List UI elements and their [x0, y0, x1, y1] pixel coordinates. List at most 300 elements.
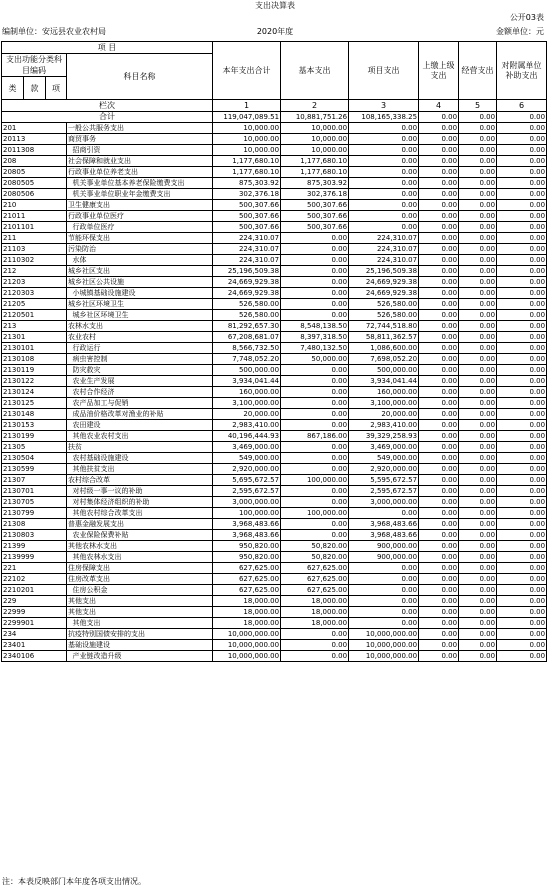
row-subject-name: 农田建设 — [67, 420, 213, 431]
row-value: 0.00 — [459, 541, 497, 552]
row-value: 0.00 — [419, 475, 459, 486]
row-code: 2110302 — [2, 255, 67, 266]
table-row — [2, 618, 547, 629]
row-value: 7,480,132.50 — [281, 343, 349, 354]
header-kuan: 款 — [24, 77, 46, 100]
row-value: 1,177,680.10 — [281, 167, 349, 178]
row-value: 900,000.00 — [349, 541, 419, 552]
row-value: 0.00 — [459, 640, 497, 651]
row-code: 2299901 — [2, 618, 67, 629]
row-value: 1,086,600.00 — [349, 343, 419, 354]
row-value: 526,580.00 — [349, 299, 419, 310]
row-code: 2130803 — [2, 530, 67, 541]
row-value: 0.00 — [497, 200, 547, 211]
row-value: 0.00 — [419, 453, 459, 464]
row-value: 0.00 — [497, 288, 547, 299]
row-code: 2130153 — [2, 420, 67, 431]
row-value: 0.00 — [349, 574, 419, 585]
row-value: 0.00 — [419, 244, 459, 255]
row-value: 0.00 — [459, 431, 497, 442]
row-value: 0.00 — [459, 585, 497, 596]
row-value: 0.00 — [281, 442, 349, 453]
row-code: 2130701 — [2, 486, 67, 497]
row-code: 2130125 — [2, 398, 67, 409]
row-value: 0.00 — [349, 222, 419, 233]
row-code: 2080505 — [2, 178, 67, 189]
row-value: 0.00 — [281, 453, 349, 464]
row-value: 5,695,672.57 — [213, 475, 281, 486]
row-value: 0.00 — [459, 277, 497, 288]
row-value: 5,595,672.57 — [349, 475, 419, 486]
row-value: 0.00 — [419, 134, 459, 145]
row-code: 2130122 — [2, 376, 67, 387]
table-row — [2, 277, 547, 288]
row-value: 10,000.00 — [213, 123, 281, 134]
table-row — [2, 178, 547, 189]
row-value: 7,748,052.20 — [213, 354, 281, 365]
row-value: 0.00 — [419, 431, 459, 442]
table-row — [2, 167, 547, 178]
table-row — [2, 233, 547, 244]
header-row-lanci — [2, 100, 547, 112]
row-subject-name: 农村合作经济 — [67, 387, 213, 398]
row-subject-name: 水体 — [67, 255, 213, 266]
row-value: 10,000.00 — [281, 123, 349, 134]
row-value: 627,625.00 — [281, 563, 349, 574]
row-value: 0.00 — [349, 134, 419, 145]
row-code: 2011308 — [2, 145, 67, 156]
row-value: 0.00 — [349, 508, 419, 519]
row-subject-name: 病虫害控制 — [67, 354, 213, 365]
row-value: 500,000.00 — [213, 365, 281, 376]
row-value: 0.00 — [497, 541, 547, 552]
row-value: 100,000.00 — [213, 508, 281, 519]
row-value: 0.00 — [497, 607, 547, 618]
row-code: 2130119 — [2, 365, 67, 376]
row-value: 0.00 — [497, 497, 547, 508]
row-value: 549,000.00 — [213, 453, 281, 464]
row-value: 0.00 — [459, 420, 497, 431]
table-row — [2, 266, 547, 277]
table-row — [2, 288, 547, 299]
row-value: 58,811,362.57 — [349, 332, 419, 343]
row-value: 0.00 — [349, 189, 419, 200]
table-row — [2, 497, 547, 508]
row-value: 0.00 — [497, 354, 547, 365]
row-value: 0.00 — [419, 354, 459, 365]
row-value: 0.00 — [497, 167, 547, 178]
row-value: 0.00 — [459, 607, 497, 618]
row-code: 2120501 — [2, 310, 67, 321]
row-subject-name: 农业农村 — [67, 332, 213, 343]
row-value: 67,208,681.07 — [213, 332, 281, 343]
row-value: 0.00 — [497, 398, 547, 409]
row-value: 0.00 — [459, 475, 497, 486]
row-code: 21203 — [2, 277, 67, 288]
row-value: 0.00 — [419, 255, 459, 266]
row-value: 0.00 — [419, 651, 459, 662]
row-value: 72,744,518.80 — [349, 321, 419, 332]
row-code: 2210201 — [2, 585, 67, 596]
row-value: 0.00 — [419, 288, 459, 299]
row-value: 875,303.92 — [281, 178, 349, 189]
total-label: 合计 — [2, 112, 213, 123]
form-code: 公开03表 — [509, 13, 544, 22]
row-value: 3,968,483.66 — [213, 530, 281, 541]
row-value: 526,580.00 — [349, 310, 419, 321]
row-value: 0.00 — [419, 365, 459, 376]
table-row — [2, 123, 547, 134]
row-value: 0.00 — [459, 365, 497, 376]
row-value: 0.00 — [419, 629, 459, 640]
row-value: 500,307.66 — [213, 200, 281, 211]
row-subject-name: 城乡社区环境卫生 — [67, 299, 213, 310]
row-subject-name: 机关事业单位职业年金缴费支出 — [67, 189, 213, 200]
row-code: 2130705 — [2, 497, 67, 508]
row-value: 0.00 — [419, 596, 459, 607]
row-value: 0.00 — [459, 563, 497, 574]
row-value: 0.00 — [459, 387, 497, 398]
row-subject-name: 行政单位医疗 — [67, 222, 213, 233]
table-row — [2, 464, 547, 475]
row-value: 0.00 — [281, 398, 349, 409]
row-value: 0.00 — [419, 387, 459, 398]
row-value: 7,698,052.20 — [349, 354, 419, 365]
row-value: 302,376.18 — [213, 189, 281, 200]
table-row — [2, 420, 547, 431]
row-code: 23401 — [2, 640, 67, 651]
row-value: 627,625.00 — [213, 563, 281, 574]
row-value: 224,310.07 — [213, 255, 281, 266]
row-value: 500,307.66 — [213, 211, 281, 222]
row-value: 50,000.00 — [281, 354, 349, 365]
row-value: 0.00 — [419, 442, 459, 453]
table-row — [2, 574, 547, 585]
row-code: 21011 — [2, 211, 67, 222]
row-code: 21305 — [2, 442, 67, 453]
header-lanci: 栏次 — [2, 100, 213, 112]
row-value: 10,000,000.00 — [349, 640, 419, 651]
row-value: 0.00 — [459, 651, 497, 662]
row-value: 3,968,483.66 — [349, 530, 419, 541]
row-code: 21205 — [2, 299, 67, 310]
row-subject-name: 成品油价格改革对渔业的补贴 — [67, 409, 213, 420]
table-row — [2, 640, 547, 651]
table-row — [2, 211, 547, 222]
row-subject-name: 其他农林水支出 — [67, 552, 213, 563]
row-value: 500,307.66 — [281, 200, 349, 211]
row-value: 2,595,672.57 — [349, 486, 419, 497]
row-value: 0.00 — [459, 310, 497, 321]
row-value: 0.00 — [497, 233, 547, 244]
row-value: 0.00 — [419, 310, 459, 321]
row-value: 0.00 — [419, 574, 459, 585]
row-value: 0.00 — [459, 167, 497, 178]
row-value: 0.00 — [419, 299, 459, 310]
row-value: 0.00 — [459, 519, 497, 530]
row-value: 0.00 — [497, 519, 547, 530]
row-value: 24,669,929.38 — [213, 277, 281, 288]
table-row — [2, 442, 547, 453]
row-subject-name: 扶贫 — [67, 442, 213, 453]
row-value: 0.00 — [419, 464, 459, 475]
table-row — [2, 519, 547, 530]
row-value: 0.00 — [281, 651, 349, 662]
row-value: 0.00 — [419, 200, 459, 211]
row-value: 0.00 — [497, 596, 547, 607]
row-value: 0.00 — [419, 211, 459, 222]
row-value: 3,100,000.00 — [213, 398, 281, 409]
row-code: 208 — [2, 156, 67, 167]
row-code: 2130799 — [2, 508, 67, 519]
row-value: 3,469,000.00 — [349, 442, 419, 453]
row-value: 18,000.00 — [213, 618, 281, 629]
row-value: 24,669,929.38 — [213, 288, 281, 299]
row-value: 0.00 — [281, 387, 349, 398]
row-value: 0.00 — [419, 167, 459, 178]
row-value: 0.00 — [459, 134, 497, 145]
row-subject-name: 污染防治 — [67, 244, 213, 255]
row-value: 627,625.00 — [213, 585, 281, 596]
row-subject-name: 抗疫特别国债安排的支出 — [67, 629, 213, 640]
row-value: 8,397,318.50 — [281, 332, 349, 343]
row-subject-name: 其他支出 — [67, 618, 213, 629]
row-value: 875,303.92 — [213, 178, 281, 189]
row-value: 3,000,000.00 — [349, 497, 419, 508]
row-value: 0.00 — [281, 530, 349, 541]
table-row — [2, 354, 547, 365]
row-value: 0.00 — [349, 211, 419, 222]
row-subject-name: 一般公共服务支出 — [67, 123, 213, 134]
row-value: 0.00 — [459, 464, 497, 475]
row-value: 0.00 — [497, 409, 547, 420]
row-value: 39,329,258.93 — [349, 431, 419, 442]
row-value: 0.00 — [419, 222, 459, 233]
row-value: 0.00 — [459, 574, 497, 585]
total-row — [2, 112, 547, 123]
row-subject-name: 行政运行 — [67, 343, 213, 354]
row-value: 0.00 — [459, 189, 497, 200]
total-cell: 119,047,089.51 — [213, 112, 281, 123]
row-value: 0.00 — [459, 486, 497, 497]
row-value: 3,100,000.00 — [349, 398, 419, 409]
row-value: 0.00 — [497, 343, 547, 354]
row-code: 2120303 — [2, 288, 67, 299]
row-value: 0.00 — [459, 453, 497, 464]
row-subject-name: 产业链改造升级 — [67, 651, 213, 662]
row-value: 900,000.00 — [349, 552, 419, 563]
table-row — [2, 585, 547, 596]
row-value: 500,307.66 — [281, 222, 349, 233]
header-col-4: 上缴上级支出 — [419, 42, 459, 100]
row-value: 500,307.66 — [213, 222, 281, 233]
row-subject-name: 其他农业农村支出 — [67, 431, 213, 442]
row-subject-name: 农业生产发展 — [67, 376, 213, 387]
row-value: 0.00 — [281, 233, 349, 244]
row-subject-name: 住房保障支出 — [67, 563, 213, 574]
row-code: 221 — [2, 563, 67, 574]
header-col-6: 对附属单位补助支出 — [497, 42, 547, 100]
row-value: 0.00 — [281, 376, 349, 387]
row-code: 22102 — [2, 574, 67, 585]
row-value: 0.00 — [497, 453, 547, 464]
row-value: 0.00 — [497, 244, 547, 255]
table-row — [2, 475, 547, 486]
total-cell: 108,165,338.25 — [349, 112, 419, 123]
table-row — [2, 453, 547, 464]
row-value: 526,580.00 — [213, 310, 281, 321]
report-year: 2020年度 — [256, 27, 294, 36]
table-row — [2, 255, 547, 266]
row-value: 0.00 — [459, 497, 497, 508]
row-value: 18,000.00 — [281, 596, 349, 607]
row-value: 0.00 — [497, 299, 547, 310]
row-value: 20,000.00 — [213, 409, 281, 420]
row-value: 0.00 — [281, 486, 349, 497]
row-value: 10,000.00 — [213, 145, 281, 156]
row-value: 3,934,041.44 — [213, 376, 281, 387]
row-subject-name: 社会保障和就业支出 — [67, 156, 213, 167]
row-value: 100,000.00 — [281, 475, 349, 486]
col-num-3: 3 — [349, 100, 419, 112]
row-value: 224,310.07 — [349, 233, 419, 244]
unit-line — [0, 26, 550, 38]
row-value: 224,310.07 — [349, 244, 419, 255]
row-value: 0.00 — [497, 321, 547, 332]
row-value: 627,625.00 — [281, 585, 349, 596]
row-value: 0.00 — [349, 585, 419, 596]
table-row — [2, 145, 547, 156]
row-value: 0.00 — [419, 640, 459, 651]
row-code: 2139999 — [2, 552, 67, 563]
row-value: 0.00 — [459, 354, 497, 365]
col-num-4: 4 — [419, 100, 459, 112]
row-subject-name: 其他农村综合改革支出 — [67, 508, 213, 519]
col-num-5: 5 — [459, 100, 497, 112]
row-value: 302,376.18 — [281, 189, 349, 200]
row-value: 0.00 — [497, 211, 547, 222]
row-value: 627,625.00 — [281, 574, 349, 585]
row-value: 0.00 — [497, 629, 547, 640]
row-value: 0.00 — [497, 310, 547, 321]
row-value: 0.00 — [459, 145, 497, 156]
row-value: 0.00 — [497, 508, 547, 519]
row-value: 0.00 — [281, 497, 349, 508]
row-value: 0.00 — [419, 541, 459, 552]
row-subject-name: 农村综合改革 — [67, 475, 213, 486]
row-value: 0.00 — [349, 123, 419, 134]
table-row — [2, 222, 547, 233]
row-value: 3,968,483.66 — [349, 519, 419, 530]
row-value: 0.00 — [459, 618, 497, 629]
footnote: 注：本表反映部门本年度各项支出情况。 — [2, 877, 146, 886]
row-value: 950,820.00 — [213, 552, 281, 563]
row-value: 0.00 — [419, 497, 459, 508]
row-code: 2130199 — [2, 431, 67, 442]
row-code: 22999 — [2, 607, 67, 618]
row-value: 0.00 — [281, 420, 349, 431]
table-row — [2, 398, 547, 409]
row-value: 10,000.00 — [281, 145, 349, 156]
row-value: 0.00 — [419, 123, 459, 134]
row-value: 224,310.07 — [213, 244, 281, 255]
row-value: 10,000.00 — [213, 134, 281, 145]
table-row — [2, 156, 547, 167]
row-value: 0.00 — [419, 519, 459, 530]
row-value: 0.00 — [281, 244, 349, 255]
row-value: 0.00 — [281, 266, 349, 277]
row-value: 0.00 — [497, 442, 547, 453]
row-value: 0.00 — [419, 145, 459, 156]
row-value: 0.00 — [459, 508, 497, 519]
row-value: 0.00 — [459, 266, 497, 277]
table-row — [2, 299, 547, 310]
row-subject-name: 卫生健康支出 — [67, 200, 213, 211]
table-row — [2, 431, 547, 442]
row-value: 0.00 — [459, 530, 497, 541]
row-value: 0.00 — [459, 211, 497, 222]
row-value: 2,983,410.00 — [213, 420, 281, 431]
row-value: 0.00 — [459, 409, 497, 420]
row-subject-name: 其他扶贫支出 — [67, 464, 213, 475]
row-value: 0.00 — [497, 178, 547, 189]
row-value: 0.00 — [281, 409, 349, 420]
header-col-1: 本年支出合计 — [213, 42, 281, 100]
table-row — [2, 321, 547, 332]
row-value: 0.00 — [459, 442, 497, 453]
row-value: 0.00 — [497, 420, 547, 431]
row-subject-name: 其他支出 — [67, 607, 213, 618]
table-row — [2, 189, 547, 200]
row-value: 10,000,000.00 — [213, 629, 281, 640]
row-value: 0.00 — [497, 618, 547, 629]
row-value: 8,566,732.50 — [213, 343, 281, 354]
row-value: 0.00 — [459, 255, 497, 266]
row-value: 0.00 — [349, 200, 419, 211]
row-value: 0.00 — [419, 420, 459, 431]
row-subject-name: 防灾救灾 — [67, 365, 213, 376]
row-value: 0.00 — [281, 629, 349, 640]
row-subject-name: 节能环保支出 — [67, 233, 213, 244]
row-code: 20113 — [2, 134, 67, 145]
row-subject-name: 农产品加工与促销 — [67, 398, 213, 409]
row-value: 0.00 — [281, 519, 349, 530]
row-value: 0.00 — [459, 222, 497, 233]
row-value: 0.00 — [281, 310, 349, 321]
table-row — [2, 134, 547, 145]
row-value: 81,292,657.30 — [213, 321, 281, 332]
row-value: 0.00 — [459, 299, 497, 310]
row-value: 0.00 — [459, 376, 497, 387]
row-value: 10,000,000.00 — [213, 640, 281, 651]
table-row — [2, 343, 547, 354]
row-value: 0.00 — [497, 563, 547, 574]
row-value: 160,000.00 — [349, 387, 419, 398]
row-value: 0.00 — [497, 156, 547, 167]
row-subject-name: 商贸事务 — [67, 134, 213, 145]
col-num-2: 2 — [281, 100, 349, 112]
row-code: 229 — [2, 596, 67, 607]
row-subject-name: 住房公积金 — [67, 585, 213, 596]
row-value: 0.00 — [497, 376, 547, 387]
row-value: 1,177,680.10 — [281, 156, 349, 167]
row-subject-name: 城乡社区支出 — [67, 266, 213, 277]
table-row — [2, 310, 547, 321]
row-value: 0.00 — [497, 134, 547, 145]
row-value: 0.00 — [497, 431, 547, 442]
row-code: 2130148 — [2, 409, 67, 420]
table-row — [2, 486, 547, 497]
